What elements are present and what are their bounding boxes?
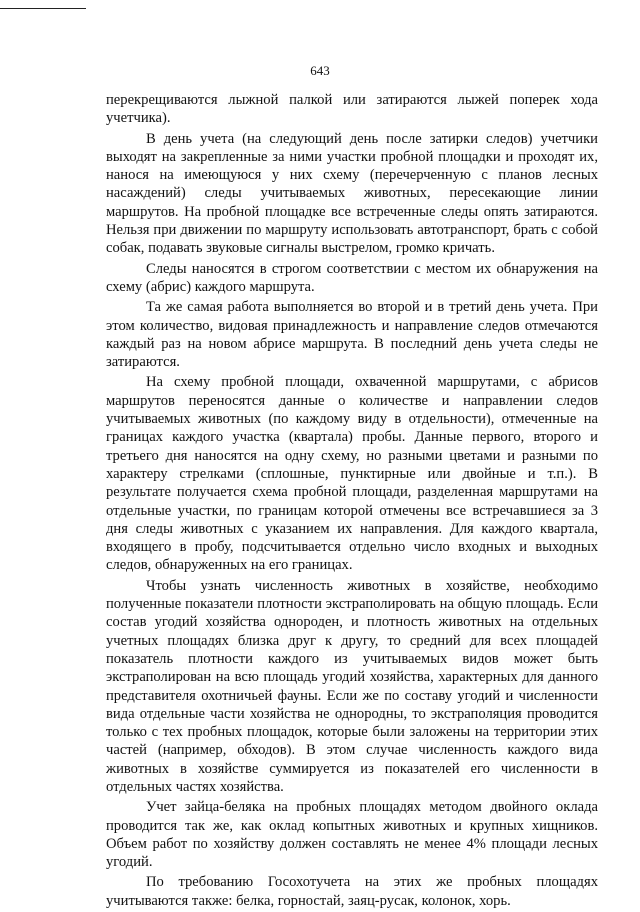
page-body	[106, 91, 598, 912]
paragraph-hare-count: Учет зайца-беляка на пробных площадях методом двойного оклада проводится так же, как оклад копытных животных и крупных хищников. Объем работ по хозяйству должен составлять не менее 4% площади лесных угодий.	[106, 799, 598, 871]
corner-rule	[0, 8, 86, 9]
paragraph-continuation: перекрещиваются лыжной палкой или затираются лыжей поперек хода учетчика).	[106, 92, 598, 127]
paragraph-track-mapping: Следы наносятся в строгом соответствии с местом их обнаружения на схему (абрис) каждого маршрута.	[106, 260, 598, 295]
paragraph-other-species: По требованию Госохотучета на этих же пробных площадях учитываются также: белка, горностай, заяц-русак, колонок, хорь.	[106, 874, 598, 909]
paragraph-count-day: В день учета (на следующий день после затирки следов) учетчики выходят на закрепленные за ними участки пробной площадки и проходят их, нанося на имеющуюся у них схему (перечерченную с планов лесных насаждений) следы учитываемых животных, пересекающие линии маршрутов. На пробной площадке все встреченные следы опять затираются. Нельзя при движении по маршруту использовать автотранспорт, брать с собой собак, подавать звуковые сигналы выстрелом, громко кричать.	[106, 130, 598, 257]
paragraph-repeat-days: Та же самая работа выполняется во второй и в третий день учета. При этом количество, видовая принадлежность и направление следов отмечаются каждый раз на новом абрисе маршрута. В последний день учета следы не затираются.	[106, 299, 598, 371]
page-number: 643	[310, 63, 330, 78]
paragraph-extrapolation: Чтобы узнать численность животных в хозяйстве, необходимо полученные показатели плотности экстраполировать на общую площадь. Если состав угодий хозяйства однороден, и плотность животных на отдельных учетных площадях близка друг к другу, то средний для всех площадей показатель плотности каждого из учитываемых видов может быть экстраполирован на всю площадь угодий хозяйства, характерных для данного представителя охотничьей фауны. Если же по составу угодий и численности вида отдельные части хозяйства не однородны, то экстраполяция проводится только с тех пробных площадок, которые были заложены на территории этих частей (например, обходов). В этом случае численность каждого вида животных в хозяйстве суммируется из показателей его численности в отдельных частях хозяйства.	[106, 577, 598, 795]
paragraph-scheme-transfer: На схему пробной площади, охваченной маршрутами, с абрисов маршрутов переносятся данные о количестве и направлении следов учитываемых животных (по каждому виду в отдельности), отмеченные на границах каждого участка (квартала) пробы. Данные первого, второго и третьего дня наносятся на одну схему, но разными цветами и разными по характеру стрелками (сплошные, пунктирные или двойные и т.п.). В результате получается схема пробной площади, разделенная маршрутами на отдельные участки, по границам которой отмечены все встречавшиеся за 3 дня следы животных с указанием их направления. Для каждого квартала, входящего в пробу, подсчитывается отдельно число входных и выходных следов, обнаруженных на его границах.	[106, 374, 598, 574]
